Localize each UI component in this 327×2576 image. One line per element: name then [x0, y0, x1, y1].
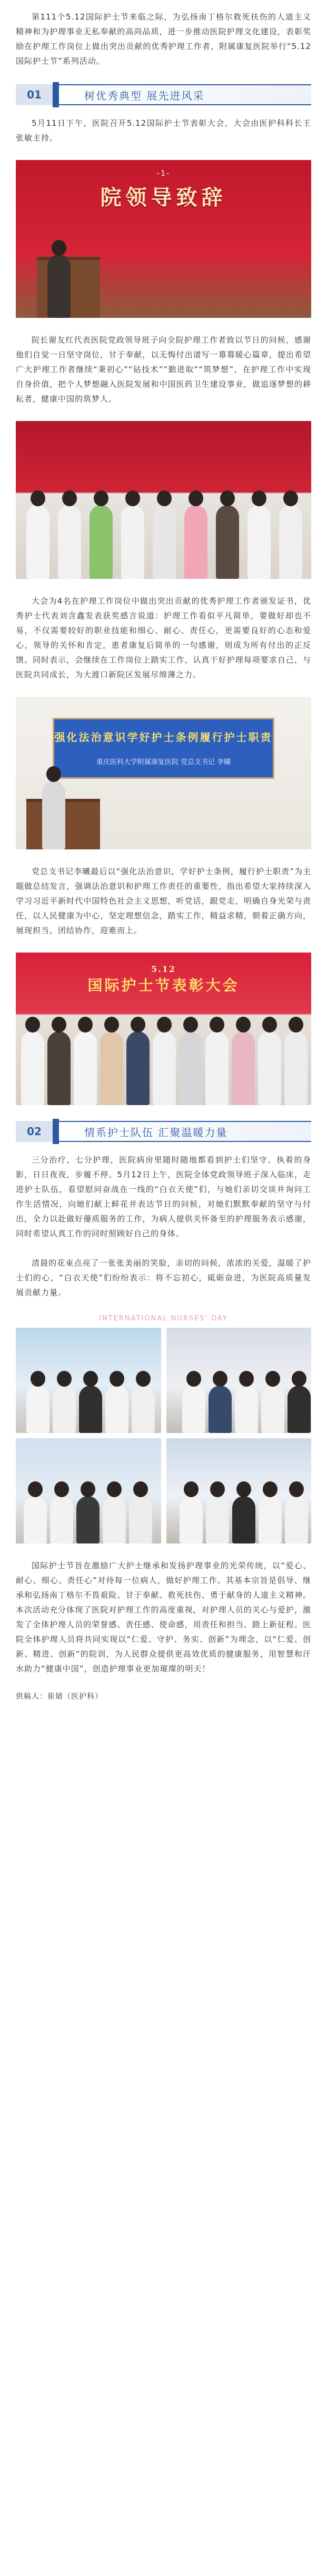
photo-caption: -1-: [156, 169, 171, 178]
author-credit: 供稿人：崔婧（医护科）: [16, 1692, 103, 1701]
paragraph: 5月11日下午，医院召开5.12国际护士节表彰大会，大会由医护科科长王张敏主持。: [16, 118, 311, 143]
people-silhouettes: [16, 770, 311, 849]
paragraph: 国际护士节旨在激励广大护士继承和发扬护理事业的光荣传统，以“爱心、耐心、细心、责任心”对待每一位病人，做好护理工作。其基本宗旨是倡导、继承和弘扬南丁格尔不畏艰险、甘于奉献、救死扶伤、勇于献身的人道主义精神。本次活动充分体现了医院对护理工作的高度重视，对护理人员的关心与爱护，激发了全体护理人员的荣誉感、责任感、使命感，用责任和担当、踏上新征程。医院全体护理人员将共同实现以“仁爱、守护、务实、创新”为理念，以“仁爱、创新、精进、创新”的院训，为人民群众提供更高效优质的健康服务，用智慧和汗水助力“健康中国”，创造护理事业更加璀璨的明天！: [16, 1561, 311, 1673]
intro-paragraph: 第111个5.12国际护士节来临之际，为弘扬南丁格尔救死扶伤的人道主义精神和为护理事业无私奉献的高尚品质，进一步推动医院护理文化建设，表彰奖励在护理工作岗位上做出突出贡献的优秀护理工作者，附属康复医院举行“5.12国际护士节”系列活动。: [16, 12, 311, 66]
collage-caption: INTERNATIONAL NURSES' DAY: [99, 1315, 228, 1322]
photo-group: [16, 953, 311, 1105]
people-silhouettes: [16, 1016, 311, 1105]
section-number: 01: [16, 84, 53, 105]
section-accent-bar: [53, 1119, 59, 1144]
paragraph: 清晨的花束点亮了一张张美丽的笑脸，亲切的问候，浓浓的关爱，温暖了护士们的心，“白衣天使”们纷纷表示：将不忘初心，砥砺奋进，为医院高质量发展贡献力量。: [16, 1258, 311, 1297]
photo-leader-speech: [16, 160, 311, 318]
collage-photo: [166, 1328, 312, 1433]
paragraph: 党总支书记李曦最后以“强化法治意识，学好护士条例，履行护士职责”为主题做总结发言，强调法治意识和护理工作责任的重要性，指出希望大家持续深入学习习近平新时代中国特色社会主义思想，听党话，跟党走，明确自身光荣与责任，以人民健康为中心，坚定理想信念，踏实工作，精益求精，朝着正确方向，展现担当，团结协作，迎难而上。: [16, 867, 311, 935]
collage-photo: [166, 1438, 312, 1543]
presentation-screen: [53, 718, 274, 779]
photo-banner-text: 5.12 国际护士节表彰大会: [87, 964, 240, 994]
photo-award-ceremony: [16, 421, 311, 579]
photo-secretary-speech: [16, 697, 311, 849]
people-silhouettes: [16, 239, 311, 318]
section-title: 情系护士队伍 汇聚温暖力量: [53, 1121, 311, 1142]
photo-collage: [16, 1328, 311, 1543]
collage-photo: [16, 1328, 161, 1433]
section-header-2: [16, 1120, 311, 1143]
paragraph: 大会为4名在护理工作岗位中做出突出贡献的优秀护理工作者颁发证书，优秀护士代表刘含鑫发表获奖感言说道：护理工作看似平凡简单，要做好却也不易，不仅需要较好的职业技能和细心、耐心、责任心，更需要良好的心态和爱心，领导的关怀和肯定，患者康复后简单的一句感谢，则成为所有付出的正反馈。同时表示，会继续在工作岗位上踏实工作，认真干好护理每项要求自己，与医院共同成长，为大渡口新院区发展尽绵薄之力。: [16, 596, 311, 679]
screen-subtitle: 重庆医科大学附属康复医院 党总支书记 李曦: [96, 758, 231, 766]
paragraph: 三分治疗，七分护理，医院病房里随时随地都看到护士们坚守、执着的身影，日日夜夜，步履不停。5月12日上午，医院全体党政领导班子深入临床，走进护士队伍，看望慰问奋战在一线的“白衣天使”们，与她们亲切交谈并询问工作生活情况，向她们献上鲜花并表达节日的问候，对她们默默奉献的坚守与付出，全力以赴做好優质服务的工作，为病人提供关怀备至的护理服务表示感谢，同时希望认真工作的同时照顾好自己的身体。: [16, 1155, 311, 1238]
screen-title: 强化法治意识学好护士条例履行护士职责: [54, 731, 273, 744]
section-accent-bar: [53, 82, 59, 107]
photo-banner-text: 院领导致辞: [100, 185, 227, 210]
section-header-1: [16, 83, 311, 106]
section-title: 树优秀典型 展先进风采: [53, 84, 311, 105]
paragraph: 院长谢友红代表医院党政领导班子向全院护理工作者致以节日的问候，感谢他们自觉一日坚守岗位，甘于奉献，以无悔付出谱写一幕幕暖心篇章，提出希望广大护理工作者继续“秉初心”“钻技术”“勤进取”“筑梦想”，在护理工作中实现自身价值，把个人梦想融入医院发展和中国医药卫生建设事业，做追逐梦想的耕耘者，健康中国的筑梦人。: [16, 335, 311, 404]
collage-photo: [16, 1438, 161, 1543]
section-number: 02: [16, 1121, 53, 1142]
people-silhouettes: [16, 489, 311, 579]
